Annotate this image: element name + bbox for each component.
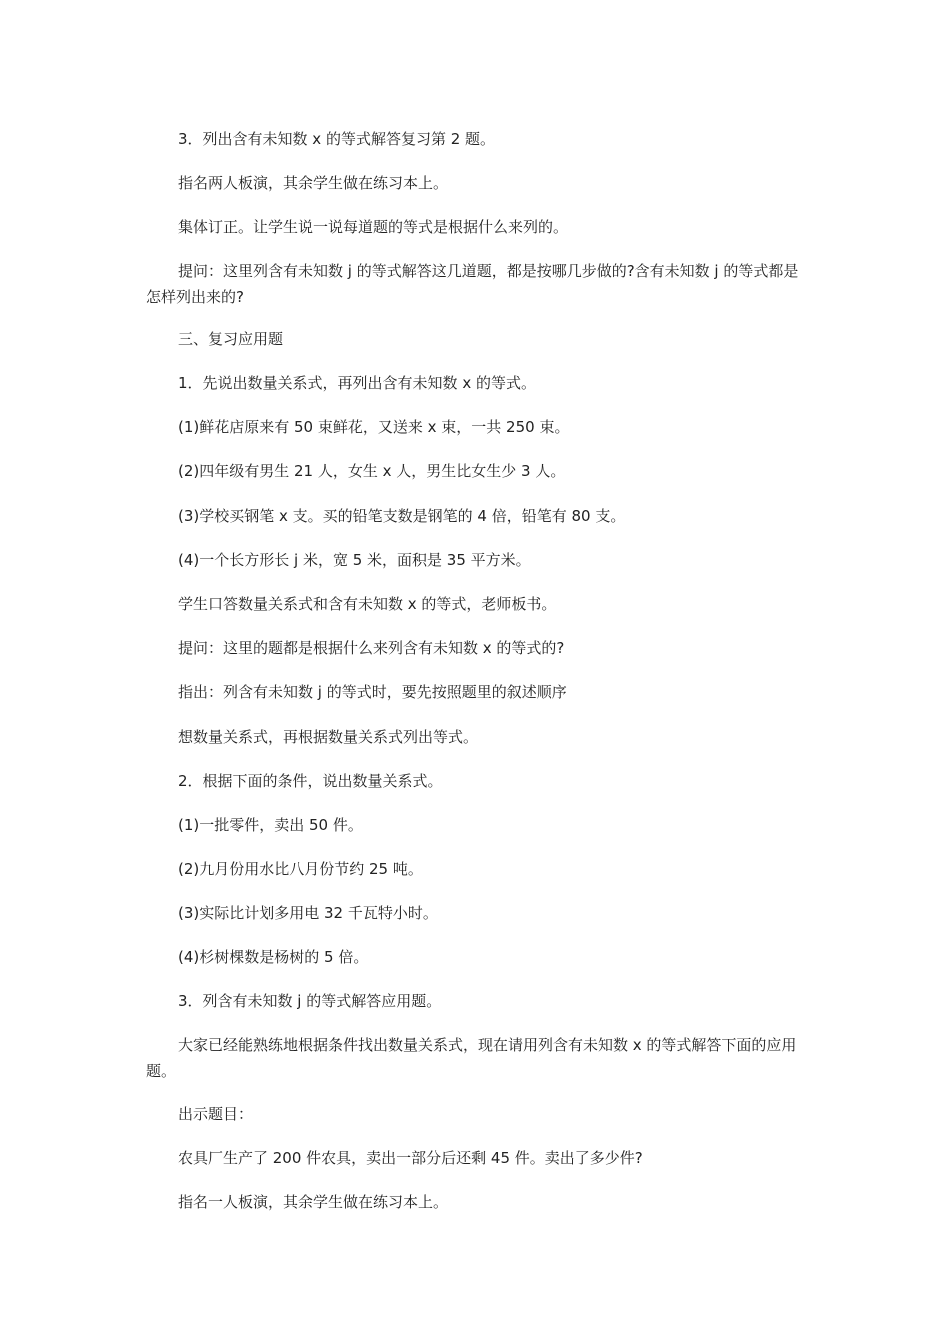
paragraph-point-out: 指出：列含有未知数 j 的等式时，要先按照题里的叙述顺序 bbox=[178, 683, 567, 701]
paragraph-problem-text: 农具厂生产了 200 件农具，卖出一部分后还剩 45 件。卖出了多少件? bbox=[178, 1149, 643, 1167]
paragraph-task-1-item-3: (3)学校买钢笔 x 支。买的铅笔支数是钢笔的 4 倍，铅笔有 80 支。 bbox=[178, 507, 626, 525]
paragraph-task-1-item-4: (4)一个长方形长 j 米，宽 5 米，面积是 35 平方米。 bbox=[178, 551, 531, 569]
paragraph-group-correction: 集体订正。让学生说一说每道题的等式是根据什么来列的。 bbox=[178, 218, 569, 236]
section-heading-review-word-problems: 三、复习应用题 bbox=[178, 330, 284, 348]
paragraph-show-problem: 出示题目： bbox=[178, 1105, 254, 1123]
paragraph-task-2-item-2: (2)九月份用水比八月份节约 25 吨。 bbox=[178, 860, 423, 878]
paragraph-task-2: 2．根据下面的条件，说出数量关系式。 bbox=[178, 772, 443, 790]
paragraph-task-1: 1．先说出数量关系式，再列出含有未知数 x 的等式。 bbox=[178, 374, 536, 392]
paragraph-task-1-item-1: (1)鲜花店原来有 50 束鲜花，又送来 x 束，一共 250 束。 bbox=[178, 418, 570, 436]
paragraph-task-3-intro: 大家已经能熟练地根据条件找出数量关系式，现在请用列含有未知数 x 的等式解答下面的应用题。 bbox=[146, 1036, 797, 1080]
paragraph-question-steps: 提问：这里列含有未知数 j 的等式解答这几道题，都是按哪几步做的?含有未知数 j 的等式都是怎样列出来的? bbox=[146, 262, 799, 306]
paragraph-task-3: 3．列含有未知数 j 的等式解答应用题。 bbox=[178, 992, 442, 1010]
paragraph-student-answer: 学生口答数量关系式和含有未知数 x 的等式，老师板书。 bbox=[178, 595, 557, 613]
paragraph-task-1-item-2: (2)四年级有男生 21 人，女生 x 人，男生比女生少 3 人。 bbox=[178, 462, 566, 480]
paragraph-task-2-item-1: (1)一批零件，卖出 50 件。 bbox=[178, 816, 363, 834]
paragraph-board-demo-single: 指名一人板演，其余学生做在练习本上。 bbox=[178, 1193, 449, 1211]
paragraph-point-out-continued: 想数量关系式，再根据数量关系式列出等式。 bbox=[178, 728, 479, 746]
paragraph-task-2-item-3: (3)实际比计划多用电 32 千瓦特小时。 bbox=[178, 904, 438, 922]
paragraph-board-demo: 指名两人板演，其余学生做在练习本上。 bbox=[178, 174, 449, 192]
paragraph-review-question-3: 3．列出含有未知数 x 的等式解答复习第 2 题。 bbox=[178, 130, 496, 148]
paragraph-task-2-item-4: (4)杉树棵数是杨树的 5 倍。 bbox=[178, 948, 369, 966]
paragraph-question-basis: 提问：这里的题都是根据什么来列含有未知数 x 的等式的? bbox=[178, 639, 565, 657]
